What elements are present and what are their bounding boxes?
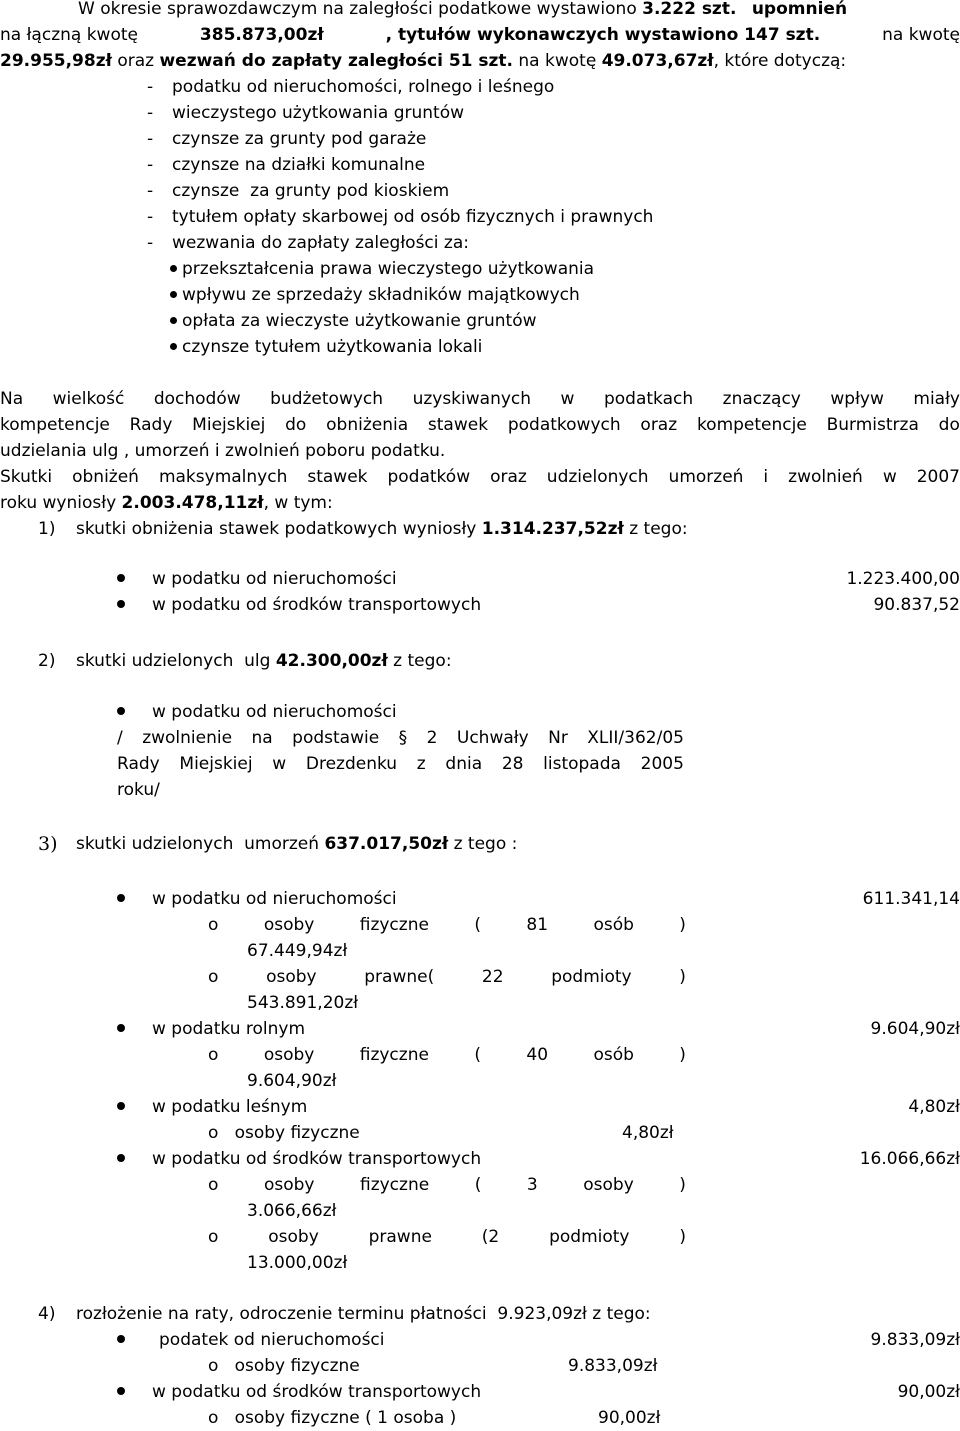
bullet-icon (117, 707, 125, 715)
s3-main-value: 611.341,14 (862, 889, 960, 909)
s4-sub-amount: 90,00zł (598, 1408, 661, 1428)
summons-amount: 49.073,67zł (601, 51, 714, 71)
dash-item: - czynsze za grunty pod kioskiem (147, 181, 450, 201)
s3-sub-amount: 13.000,00zł (247, 1253, 348, 1273)
dot-item: opłata za wieczyste użytkowanie gruntów (182, 311, 537, 331)
section-2-header: 2) skutki udzielonych ulg 42.300,00zł z tego: (38, 651, 452, 671)
intro-text: na kwotę (882, 25, 960, 45)
dash-item: - czynsze za grunty pod garaże (147, 129, 427, 149)
bullet-icon (170, 265, 177, 272)
summons-count: wezwań do zapłaty zaległości 51 szt. (159, 51, 513, 71)
reminders-amount: 385.873,00zł (199, 25, 324, 45)
s3-main-label: w podatku rolnym (152, 1019, 306, 1039)
section-3-header: 3) skutki udzielonych umorzeń 637.017,50zł z tego : (38, 833, 518, 855)
bullet-icon (117, 894, 125, 902)
dot-item: czynsze tytułem użytkowania lokali (182, 337, 483, 357)
dash-item: - podatku od nieruchomości, rolnego i leśnego (147, 77, 555, 97)
s1-row-label: w podatku od nieruchomości (152, 569, 397, 589)
bullet-icon (117, 1024, 125, 1032)
bullet-icon (117, 1387, 125, 1395)
s4-main-value: 90,00zł (897, 1382, 960, 1402)
section-amount: 9.923,09zł z tego: (497, 1304, 651, 1324)
reminders-count: 3.222 szt. (642, 0, 737, 19)
intro-text: W okresie sprawozdawczym na zaległości podatkowe wystawiono (78, 0, 637, 19)
intro-text: oraz (117, 51, 155, 71)
intro-text: , które dotyczą: (713, 51, 847, 71)
s3-sub-amount: 67.449,94zł (247, 941, 348, 961)
s2-row-label: w podatku od nieruchomości (152, 702, 397, 722)
bullet-icon (170, 291, 177, 298)
s4-sub-line: o osoby fizyczne (208, 1356, 360, 1376)
dot-item: wpływu ze sprzedaży składników majątkowych (182, 285, 580, 305)
s4-sub-amount: 9.833,09zł (568, 1356, 658, 1376)
para3-line-2: roku wyniosły 2.003.478,11zł, w tym: (0, 493, 333, 513)
s4-main-label: podatek od nieruchomości (159, 1330, 385, 1350)
total-effects-amount: 2.003.478,11zł (121, 493, 264, 513)
s1-row-value: 1.223.400,00 (846, 569, 960, 589)
s3-main-label: w podatku leśnym (152, 1097, 308, 1117)
intro-text: upomnień (751, 0, 848, 19)
dash-item: - tytułem opłaty skarbowej od osób fizycznych i prawnych (147, 207, 654, 227)
s3-sub-line: o osoby fizyczne (208, 1123, 360, 1143)
enforcement-amount: 29.955,98zł (0, 51, 112, 71)
s1-row-label: w podatku od środków transportowych (152, 595, 482, 615)
s3-sub-amount: 543.891,20zł (247, 993, 359, 1013)
bullet-icon (117, 1154, 125, 1162)
s3-main-value: 9.604,90zł (870, 1019, 960, 1039)
para3-line-1: Skutki obniżeń maksymalnych stawek podatków oraz udzielonych umorzeń i zwolnień w 2007 (0, 467, 960, 487)
para2-line-2: kompetencje Rady Miejskiej do obniżenia stawek podatkowych oraz kompetencje Burmistrza do (0, 415, 960, 435)
dash-item: - czynsze na działki komunalne (147, 155, 426, 175)
para2-line-1: Na wielkość dochodów budżetowych uzyskiwanych w podatkach znaczący wpływ miały (0, 389, 960, 409)
s2-note-line-3: roku/ (117, 780, 160, 800)
s4-main-label: w podatku od środków transportowych (152, 1382, 482, 1402)
section-1-header: 1) skutki obniżenia stawek podatkowych wyniosły 1.314.237,52zł z tego: (38, 519, 688, 539)
bullet-icon (117, 1335, 125, 1343)
s4-main-value: 9.833,09zł (870, 1330, 960, 1350)
s3-sub-amount: 3.066,66zł (247, 1201, 337, 1221)
intro-line-1 (78, 0, 847, 22)
bullet-icon (170, 317, 177, 324)
enforcement-titles-count: , tytułów wykonawczych wystawiono 147 szt. (385, 25, 821, 45)
s3-sub-line: o osoby fizyczne ( 81 osób ) (208, 915, 686, 935)
bullet-icon (117, 1102, 125, 1110)
intro-text: na kwotę (518, 51, 597, 71)
section-amount: 42.300,00zł (275, 651, 388, 671)
s2-note-line-1: / zwolnienie na podstawie § 2 Uchwały Nr XLII/362/05 (117, 728, 684, 748)
s3-main-value: 16.066,66zł (859, 1149, 960, 1169)
s1-row-value: 90.837,52 (873, 595, 960, 615)
bullet-icon (117, 574, 125, 582)
s3-sub-amount: 9.604,90zł (247, 1071, 337, 1091)
s3-main-value: 4,80zł (908, 1097, 960, 1117)
bullet-icon (117, 600, 125, 608)
s4-sub-line: o osoby fizyczne ( 1 osoba ) (208, 1408, 457, 1428)
s3-main-label: w podatku od nieruchomości (152, 889, 397, 909)
section-number: 2) (38, 651, 56, 671)
s3-main-label: w podatku od środków transportowych (152, 1149, 482, 1169)
intro-line-2 (0, 22, 960, 48)
section-4-header: 4) rozłożenie na raty, odroczenie terminu płatności 9.923,09zł z tego: (38, 1304, 651, 1324)
section-amount: 637.017,50zł (324, 834, 449, 854)
intro-line-3 (0, 48, 846, 74)
s2-note-line-2: Rady Miejskiej w Drezdenku z dnia 28 listopada 2005 (117, 754, 684, 774)
section-number: 3) (38, 833, 58, 855)
s3-sub-line: o osoby prawne( 22 podmioty ) (208, 967, 686, 987)
s3-sub-amount: 4,80zł (622, 1123, 674, 1143)
section-number: 1) (38, 519, 56, 539)
intro-text: na łączną kwotę (0, 25, 138, 45)
bullet-icon (170, 343, 177, 350)
dash-item: - wezwania do zapłaty zaległości za: (147, 233, 469, 253)
section-number: 4) (38, 1304, 56, 1324)
s3-sub-line: o osoby fizyczne ( 40 osób ) (208, 1045, 686, 1065)
s3-sub-line: o osoby prawne (2 podmioty ) (208, 1227, 686, 1247)
section-amount: 1.314.237,52zł (481, 519, 624, 539)
para2-line-3: udzielania ulg , umorzeń i zwolnień poboru podatku. (0, 441, 446, 461)
dot-item: przekształcenia prawa wieczystego użytkowania (182, 259, 595, 279)
dash-item: - wieczystego użytkowania gruntów (147, 103, 464, 123)
s3-sub-line: o osoby fizyczne ( 3 osoby ) (208, 1175, 686, 1195)
